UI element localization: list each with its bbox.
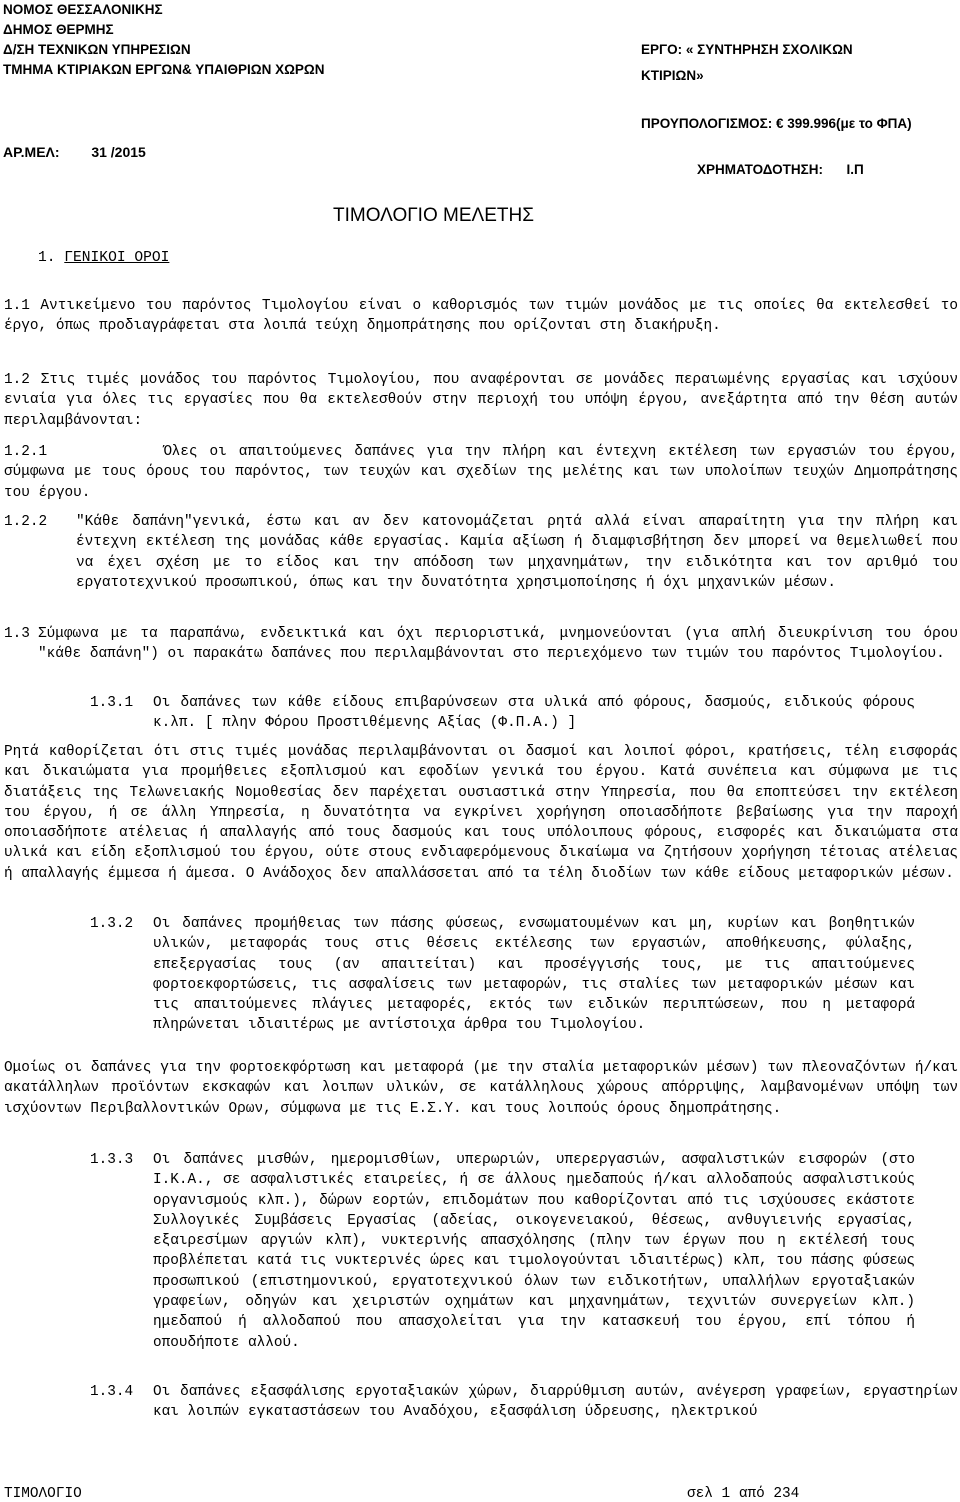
funding-label: ΧΡΗΜΑΤΟΔΟΤΗΣΗ:: [697, 162, 823, 177]
paragraph-1-3-3-number: 1.3.3: [90, 1152, 134, 1168]
paragraph-1-3: Σύμφωνα με τα παραπάνω, ενδεικτικά και όχι περιοριστικά, μνημονεύονται (για απλή διευκρίνιση του όρου "κάθε δαπάνη") οι παρακάτω δαπάνες που περιλαμβάνονται στο περιεχόμενο των τιμών του παρόντος Τιμολογίου.: [38, 626, 958, 663]
issuer-prefecture: ΝΟΜΟΣ ΘΕΣΣΑΛΟΝΙΚΗΣ: [3, 2, 163, 17]
footer-page-number: σελ 1 από 234: [687, 1486, 800, 1502]
section-number: 1.: [38, 250, 56, 266]
issuer-block: [3, 0, 325, 80]
paragraph-1-2-1-number: 1.2.1: [4, 444, 48, 460]
project-block: [641, 37, 853, 89]
paragraph-1-2-1: Όλες οι απαιτούμενες δαπάνες για την πλήρη και έντεχνη εκτέλεση των εργασιών του έργου, σύμφωνα με τους όρους του παρόντος, των τευχών και σχεδίων της μελέτης και των υπολοίπων τευχών Δημοπράτησης του έργου.: [4, 444, 958, 501]
paragraph-similarly: Ομοίως οι δαπάνες για την φορτοεκφόρτωση και μεταφορά (με την σταλία μεταφορικών μέσων) των πλεοναζόντων ή/και ακατάλληλων προϊόντων εκσκαφών και λοιπων υλικών, σε κατάλληλους χώρους απόρριψης, λαμβανομένων υπόψη των ισχύοντων Περιβαλλοντικών Ορων, σύμφωνα με τις Ε.Σ.Υ. και τους λοιπούς όρους δημοπράτησης.: [4, 1060, 958, 1117]
project-title-line1: ΕΡΓΟ: « ΣΥΝΤΗΡΗΣΗ ΣΧΟΛΙΚΩΝ: [641, 42, 853, 57]
section-label: ΓΕΝΙΚΟΙ ΟΡΟΙ: [64, 250, 170, 266]
document-title: ΤΙΜΟΛΟΓΙΟ ΜΕΛΕΤΗΣ: [333, 205, 534, 226]
paragraph-1-3-1-number: 1.3.1: [90, 695, 134, 711]
funding-line: [697, 162, 864, 177]
issuer-municipality: ΔΗΜΟΣ ΘΕΡΜΗΣ: [3, 22, 114, 37]
study-reference: [3, 144, 146, 160]
issuer-department: ΤΜΗΜΑ ΚΤΙΡΙΑΚΩΝ ΕΡΓΩΝ& ΥΠΑΙΘΡΙΩΝ ΧΩΡΩΝ: [3, 62, 325, 77]
funding-value: Ι.Π: [846, 162, 864, 177]
paragraph-1-2-2: "Κάθε δαπάνη"γενικά, έστω και αν δεν κατονομάζεται ρητά αλλά είναι απαραίτητη για την πλήρη και έντεχνη εκτέλεση της μονάδας κάθε εργασίας. Καμία αξίωση ή διαμφισβήτηση δεν μπορεί να θεμελιωθεί που να έχει σχέση με το είδος και την απόδοση των μηχανημάτων, την ειδικότητα και τον αριθμό του εργατοτεχνικού προσωπικού, όπως και την δυνατότητα χρησιμοποίησης ή όχι μηχανικών μέσων.: [76, 514, 958, 591]
paragraph-1-3-2-number: 1.3.2: [90, 916, 134, 932]
paragraph-1-3-number: 1.3: [4, 626, 30, 642]
paragraph-1-3-3: Οι δαπάνες μισθών, ημερομισθίων, υπερωριών, υπερεργασιών, ασφαλιστικών εισφορών (στο Ι.Κ.Α., σε ασφαλιστικές εταιρείες, ή σε άλλους ημεδαπούς ή/και αλλοδαπούς ασφαλιστικούς οργανισμούς κλπ.), δώρων εορτών, επιδομάτων που καθορίζονται από τις ισχύουσες εκάστοτε Συλλογικές Συμβάσεις Εργασίας (αδείας, οικογενειακού, θέσεως, ανθυγιεινής εργασίας, εξαιρεσίμων αργιών κλπ), νυκτερινής απασχόλησης (πλην των έργων που η εκτέλεσή τους προβλέπεται κατά τις νυκτερινές ώρες και τιμολογούνται ιδιαιτέρως) κλπ, του πάσης φύσεως προσωπικού (επιστημονικού, εργατοτεχνικού όλων των ειδικοτήτων, υπαλλήλων εργοταξιακών γραφείων, οδηγών και χειριστών οχημάτων και μηχανημάτων, τεχνιτών συνεργείων κλπ.) ημεδαπού ή αλλοδαπού που απασχολείται για την κατασκευή του έργου, επί τόπου ή οπουδήποτε αλλού.: [153, 1152, 915, 1351]
project-title-line2: ΚΤΙΡΙΩΝ»: [641, 68, 704, 83]
paragraph-taxes: Ρητά καθορίζεται ότι στις τιμές μονάδας περιλαμβάνονται οι δασμοί και λοιποί φόροι, κρατήσεις, τέλη εισφοράς και δικαιώματα για προμήθειες εξοπλισμού και εφοδίων γενικά του έργου. Κατά συνέπεια και σύμφωνα με τις διατάξεις της Τελωνειακής Νομοθεσίας δεν παρέχεται ουσιαστικά στην Υπηρεσία, που θα εποπτεύσει την εκτέλεση του έργου, ή σε άλλη Υπηρεσία, η δυνατότητα να εγκρίνει χορήγηση οποιασδήποτε βεβαίωσης για την παροχή οποιασδήποτε ατέλειας ή απαλλαγής από τους δασμούς και τους υπόλοιπους φόρους, εισφορές και δικαιώματα στα υλικά και είδη εξοπλισμού του έργου, ούτε στους ενδιαφερόμενους δικαίωμα να ζητήσουν χορήγηση τέτοιας ατέλειας ή απαλλαγής έμμεσα ή άμεσα. Ο Ανάδοχος δεν απαλλάσσεται από τα τέλη διοδίων των κάθε είδους μεταφορικών μέσων.: [4, 744, 958, 882]
paragraph-1-2-2-number: 1.2.2: [4, 514, 48, 530]
paragraph-1-2: 1.2 Στις τιμές μονάδος του παρόντος Τιμολογίου, που αναφέρονται σε μονάδες περαιωμένης εργασίας και ισχύουν ενιαία για όλες τις εργασίες που θα εκτελεσθούν στην περιοχή του υπόψη έργου, ανεξάρτητα από την θέση αυτών περιλαμβάνονται:: [4, 372, 958, 429]
study-reference-label: ΑΡ.ΜΕΛ:: [3, 144, 60, 160]
issuer-directorate: Δ/ΣΗ ΤΕΧΝΙΚΩΝ ΥΠΗΡΕΣΙΩΝ: [3, 42, 191, 57]
paragraph-1-3-4-number: 1.3.4: [90, 1384, 134, 1400]
study-reference-value: 31 /2015: [91, 144, 146, 160]
footer-document-label: ΤΙΜΟΛΟΓΙΟ: [4, 1486, 82, 1502]
paragraph-1-3-2: Οι δαπάνες προμήθειας των πάσης φύσεως, ενσωματουμένων και μη, κυρίων και βοηθητικών υλικών, μεταφοράς τους στις θέσεις εκτέλεσης των εργασιών, αποθήκευσης, φύλαξης, επεξεργασίας τους (αν απαιτείται) και προσέγγισής τους, με τις απαιτούμενες φορτοεκφορτώσεις, τις ασφαλίσεις των μεταφορών, τις σταλίες των μεταφορικών μέσων και τις απαιτούμενες πλάγιες μεταφορές, εκτός των ειδικών περιπτώσεων, που η μεταφορά πληρώνεται ιδιαιτέρως με αντίστοιχα άρθρα του Τιμολογίου.: [153, 916, 915, 1034]
paragraph-1-3-1: Οι δαπάνες των κάθε είδους επιβαρύνσεων στα υλικά από φόρους, δασμούς, ειδικούς φόρους κ.λπ. [ πλην Φόρου Προστιθέμενης Αξίας (Φ.Π.Α.) ]: [153, 695, 915, 732]
paragraph-1-1: 1.1 Αντικείμενο του παρόντος Τιμολογίου είναι ο καθορισμός των τιμών μονάδος με τις οποίες θα εκτελεσθεί το έργο, όπως προδιαγράφεται στα λοιπά τεύχη δημοπράτησης που ορίζονται στη διακήρυξη.: [4, 298, 958, 335]
paragraph-1-3-4: Οι δαπάνες εξασφάλισης εργοταξιακών χώρων, διαρρύθμιση αυτών, ανέγερση γραφείων, εργαστηρίων και λοιπών εγκαταστάσεων του Αναδόχου, εξασφάλιση ύδρευσης, ηλεκτρικού: [153, 1384, 958, 1421]
budget-line: ΠΡΟΥΠΟΛΟΓΙΣΜΟΣ: € 399.996(με το ΦΠΑ): [641, 116, 912, 131]
section-heading: [38, 250, 169, 266]
